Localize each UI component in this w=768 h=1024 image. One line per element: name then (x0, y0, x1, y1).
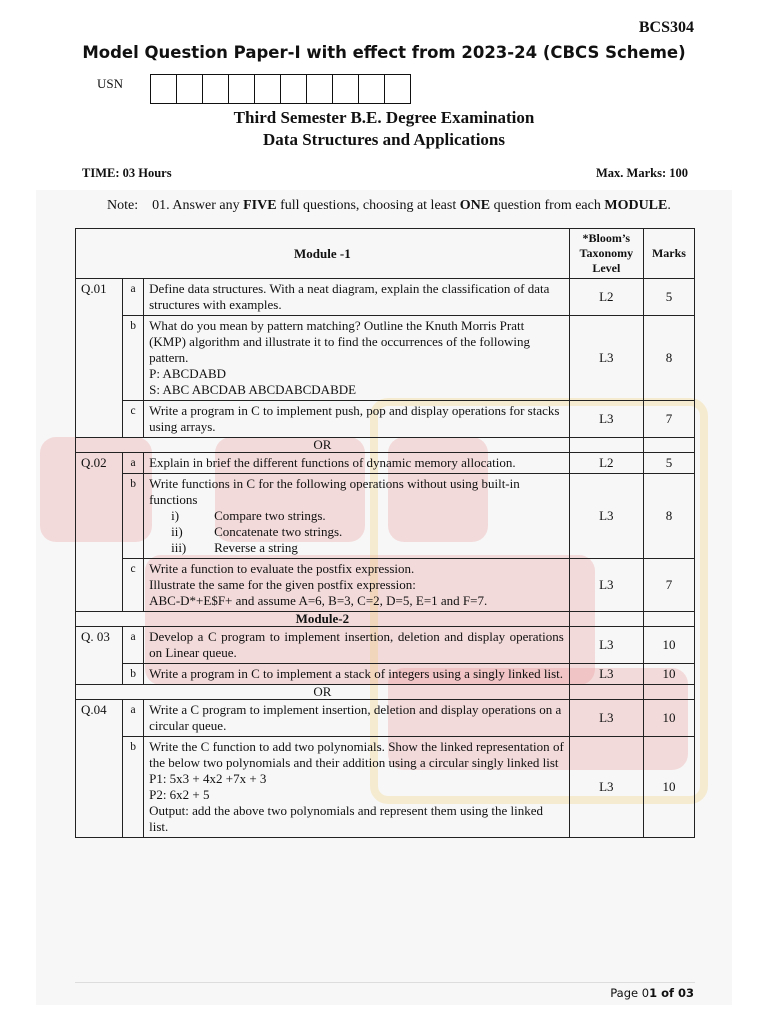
footer-divider (75, 982, 695, 983)
marks: 7 (643, 401, 694, 438)
usn-cell (359, 75, 385, 103)
note-text-1: 01. Answer any (152, 198, 244, 213)
question-text: Write a program in C to implement push, pop and display operations for stacks using arrays. (144, 401, 570, 438)
table-row (76, 279, 695, 316)
or-label: OR (76, 438, 570, 453)
usn-cell (333, 75, 359, 103)
question-text (144, 737, 570, 838)
marks: 10 (643, 700, 694, 737)
pattern-line: P: ABCDABD (149, 366, 227, 381)
question-number: Q. 03 (76, 627, 123, 685)
sub-item-list (149, 508, 564, 556)
list-item-number: iii) (171, 540, 187, 555)
note-bold-five: FIVE (243, 198, 277, 213)
table-row (76, 664, 695, 685)
question-number: Q.04 (76, 700, 123, 838)
bloom-level: L3 (569, 700, 643, 737)
list-item-number: i) (171, 508, 180, 523)
bloom-level: L3 (569, 474, 643, 559)
usn-cell (255, 75, 281, 103)
note-text-4: . (667, 198, 671, 213)
part-label: b (123, 664, 144, 685)
instructions-note (107, 198, 671, 214)
page-number: 1 of 03 (649, 986, 694, 1000)
bloom-level: L3 (569, 737, 643, 838)
bloom-level: L3 (569, 559, 643, 612)
usn-cell (151, 75, 177, 103)
table-row (76, 316, 695, 401)
list-item (171, 540, 564, 556)
list-item-text: Concatenate two strings. (214, 524, 343, 539)
output-line: Output: add the above two polynomials and represent them using the linked list. (149, 803, 543, 834)
empty-cell (569, 438, 643, 453)
part-label: a (123, 627, 144, 664)
part-label: b (123, 737, 144, 838)
note-text-2: full questions, choosing at least (276, 198, 460, 213)
max-marks-label: Max. Marks: 100 (596, 166, 688, 180)
table-row (76, 401, 695, 438)
part-label: c (123, 401, 144, 438)
page-prefix: Page 0 (610, 986, 650, 1000)
part-label: b (123, 474, 144, 559)
polynomial-1: P1: 5x3 + 4x2 +7x + 3 (149, 771, 267, 786)
empty-cell (569, 612, 643, 627)
list-item-text: Reverse a string (214, 540, 298, 555)
module-2-heading: Module-2 (76, 612, 570, 627)
or-row (76, 685, 695, 700)
usn-cell (281, 75, 307, 103)
bloom-level: L3 (569, 401, 643, 438)
marks: 5 (643, 453, 694, 474)
usn-cell (385, 75, 410, 103)
usn-cell (177, 75, 203, 103)
marks-header: Marks (643, 229, 694, 279)
table-row (76, 474, 695, 559)
question-body: Write functions in C for the following operations without using built-in functions (149, 476, 520, 507)
question-text (144, 316, 570, 401)
empty-cell (643, 612, 694, 627)
expression-line: ABC-D*+E$F+ and assume A=6, B=3, C=2, D=5, E=1 and F=7. (149, 593, 488, 608)
question-text: Write a C program to implement insertion, deletion and display operations on a circular queue. (144, 700, 570, 737)
part-label: a (123, 279, 144, 316)
or-row (76, 438, 695, 453)
empty-cell (569, 685, 643, 700)
or-label: OR (76, 685, 570, 700)
question-table (75, 228, 695, 838)
paper-title: Model Question Paper-I with effect from 2023-24 (CBCS Scheme) (82, 43, 686, 62)
module-1-heading: Module -1 (76, 229, 570, 279)
marks: 10 (643, 737, 694, 838)
part-label: c (123, 559, 144, 612)
usn-cell (229, 75, 255, 103)
usn-cell (307, 75, 333, 103)
empty-cell (643, 685, 694, 700)
question-body: Write the C function to add two polynomials. Show the linked representation of the below two polynomials and their addition using a circular singly linked list (149, 739, 564, 770)
string-line: S: ABC ABCDAB ABCDABCDABDE (149, 382, 357, 397)
marks: 8 (643, 316, 694, 401)
list-item-text: Compare two strings. (214, 508, 326, 523)
question-body: What do you mean by pattern matching? Outline the Knuth Morris Pratt (KMP) algorithm and illustrate it to find the occurrences of the following pattern. (149, 318, 530, 365)
question-text (144, 559, 570, 612)
table-header-row (76, 229, 695, 279)
usn-label: USN (97, 76, 124, 91)
bloom-level: L3 (569, 664, 643, 685)
table-row (76, 737, 695, 838)
marks: 10 (643, 664, 694, 685)
part-label: b (123, 316, 144, 401)
question-text: Develop a C program to implement insertion, deletion and display operations on Linear queue. (144, 627, 570, 664)
part-label: a (123, 700, 144, 737)
question-text (144, 474, 570, 559)
marks: 5 (643, 279, 694, 316)
note-bold-one: ONE (459, 198, 491, 213)
bloom-header: *Bloom’s Taxonomy Level (569, 229, 643, 279)
bloom-level: L2 (569, 279, 643, 316)
note-text-3: question from each (490, 198, 605, 213)
bloom-level: L3 (569, 627, 643, 664)
usn-boxes (150, 74, 411, 104)
marks: 7 (643, 559, 694, 612)
table-row (76, 700, 695, 737)
note-label: Note: (107, 198, 139, 213)
empty-cell (643, 438, 694, 453)
exam-title: Third Semester B.E. Degree Examination (233, 108, 535, 127)
list-item (171, 508, 564, 524)
subject-title: Data Structures and Applications (263, 130, 505, 149)
time-label: TIME: 03 Hours (82, 166, 172, 180)
table-row (76, 453, 695, 474)
bloom-level: L3 (569, 316, 643, 401)
paper-code: BCS304 (638, 19, 694, 36)
bloom-level: L2 (569, 453, 643, 474)
module-row (76, 612, 695, 627)
question-text: Define data structures. With a neat diagram, explain the classification of data structures with examples. (144, 279, 570, 316)
marks: 8 (643, 474, 694, 559)
usn-cell (203, 75, 229, 103)
question-line: Illustrate the same for the given postfix expression: (149, 577, 416, 592)
note-bold-module: MODULE (604, 198, 668, 213)
polynomial-2: P2: 6x2 + 5 (149, 787, 210, 802)
question-text: Write a program in C to implement a stack of integers using a singly linked list. (144, 664, 570, 685)
question-number: Q.01 (76, 279, 123, 438)
table-row (76, 559, 695, 612)
list-item (171, 524, 564, 540)
list-item-number: ii) (171, 524, 183, 539)
page-footer (610, 986, 694, 1000)
question-body: Write a function to evaluate the postfix expression. (149, 561, 415, 576)
question-number: Q.02 (76, 453, 123, 612)
part-label: a (123, 453, 144, 474)
marks: 10 (643, 627, 694, 664)
question-text: Explain in brief the different functions of dynamic memory allocation. (144, 453, 570, 474)
table-row (76, 627, 695, 664)
